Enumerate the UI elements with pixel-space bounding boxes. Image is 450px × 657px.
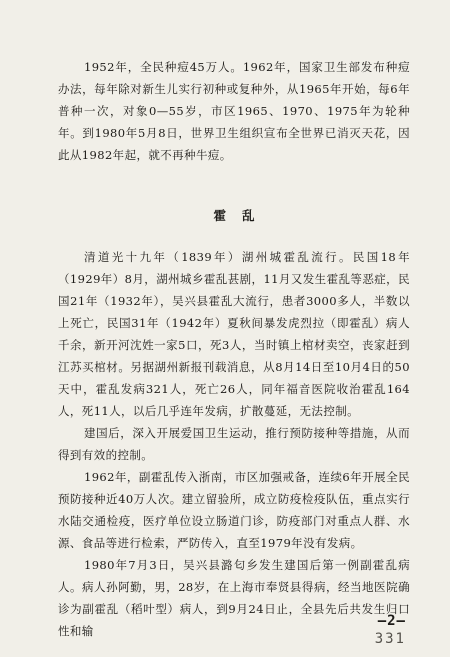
- cholera-history-paragraph: 清道光十九年（1839年）湖州城霍乱流行。民国18年（1929年）8月，湖州城乡霍乱甚剧，11月又发生霍乱等恶症，民国21年（1932年），吴兴县霍乱大流行，患者3000多人，半数以上死亡，民国31年（1942年）夏秋间暴发虎烈拉（即霍乱）病人千余，新开河沈姓一家5口，死3人，当时镇上棺材卖空，丧家赶到江苏买棺材。另据湖州新报刊载消息，从8月14日至10月4日的50天中，霍乱发病321人，死亡26人，同年福音医院收治霍乱164人，死11人，以后几乎连年发病，扩散蔓延，无法控制。: [58, 250, 410, 418]
- section-title-cholera: 霍乱: [213, 208, 271, 223]
- page-footer: [375, 613, 406, 647]
- folio-number: 331: [374, 631, 406, 647]
- paracholera-1980-paragraph: 1980年7月3日，吴兴县潞匂乡发生建国后第一例副霍乱病人。病人孙阿勤，男，28岁，在上海市奉贤县得病，经当地医院确诊为副霍乱（稻叶型）病人，到9月24日止，全县先后共发生归口性和输: [58, 558, 410, 638]
- smallpox-paragraph: 1952年，全民种痘45万人。1962年，国家卫生部发布种痘办法，每年除对新生儿实行初种或复种外，从1965年开始，每6年普种一次，对象0—55岁，市区1965、1970、1975年为轮种年。到1980年5月8日，世界卫生组织宣布全世界已消灭天花，因此从1982年起，就不再种牛痘。: [58, 60, 410, 162]
- paracholera-1962-paragraph: 1962年，副霍乱传入浙南，市区加强戒备，连续6年开展全民预防接种近40万人次。建立留验所，成立防疫检疫队伍，重点实行水陆交通检疫，医疗单位设立肠道门诊，防疫部门对重点人群、水源、食品等进行检索，严防传入，直至1979年没有发病。: [58, 470, 410, 550]
- post-founding-control-paragraph: 建国后，深入开展爱国卫生运动，推行预防接种等措施，从而得到有效的控制。: [58, 426, 410, 462]
- page-number: —2—: [377, 613, 406, 629]
